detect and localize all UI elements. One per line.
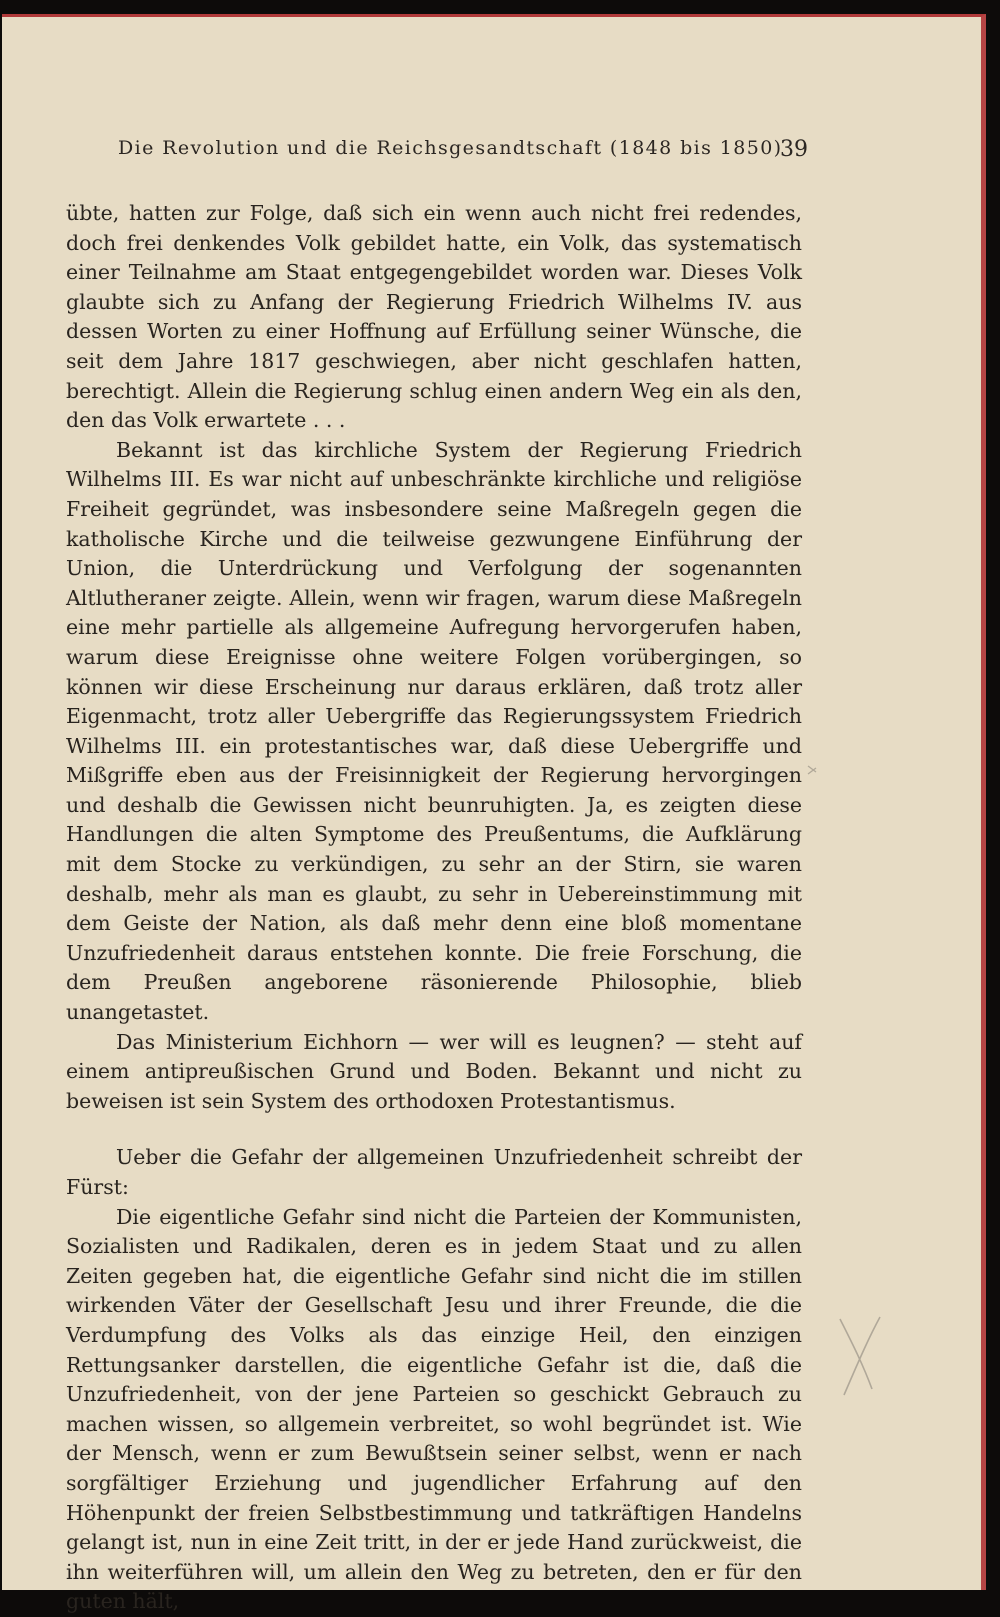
body-text (66, 199, 802, 1617)
pencil-tick-mark (808, 766, 816, 774)
paragraph-continuation: übte, hatten zur Folge, daß sich ein wenn auch nicht frei redendes, doch frei denkendes Volk gebildet hatte, ein Volk, das systematisch einer Teilnahme am Staat entgegengebildet worden war. Dieses Volk glaubte sich zu Anfang der Regierung Friedrich Wilhelms IV. aus dessen Worten zu einer Hoffnung auf Erfüllung seiner Wünsche, die seit dem Jahre 1817 geschwiegen, aber nicht geschlafen hatten, berechtigt. Allein die Regierung schlug einen andern Weg ein als den, den das Volk erwartete . . . (66, 201, 802, 433)
paragraph-intro: Ueber die Gefahr der allgemeinen Unzufriedenheit schreibt der Fürst: (66, 1145, 802, 1199)
page-number: 39 (780, 137, 808, 162)
pencil-cross-mark (840, 1317, 880, 1395)
running-header (118, 137, 808, 169)
book-page (2, 14, 986, 1614)
paragraph: Bekannt ist das kirchliche System der Regierung Friedrich Wilhelms III. Es war nicht auf unbeschränkte kirchliche und religiöse Freiheit gegründet, was insbesondere seine Maßregeln gegen die katholische Kirche und die teilweise gezwungene Einführung der Union, die Unterdrückung und Verfolgung der sogenannten Altlutheraner zeigte. Allein, wenn wir fragen, warum diese Maßregeln eine mehr partielle als allgemeine Aufregung hervorgerufen haben, warum diese Ereignisse ohne weitere Folgen vorübergingen, so können wir diese Erscheinung nur daraus erklären, daß trotz aller Eigenmacht, trotz aller Uebergriffe das Regierungssystem Friedrich Wilhelms III. ein protestantisches war, daß diese Uebergriffe und Mißgriffe eben aus der Freisinnigkeit der Regierung hervorgingen und deshalb die Gewissen nicht beunruhigten. Ja, es zeigten diese Handlungen die alten Symptome des Preußentums, die Aufklärung mit dem Stocke zu verkündigen, zu sehr an der Stirn, sie waren deshalb, mehr als man es glaubt, zu sehr in Uebereinstimmung mit dem Geiste der Nation, als daß mehr denn eine bloß momentane Unzufriedenheit daraus entstehen konnte. Die freie Forschung, die dem Preußen angeborene räsonierende Philosophie, blieb unangetastet. (66, 437, 802, 1025)
quoted-paragraph: Die eigentliche Gefahr sind nicht die Parteien der Kommunisten, Sozialisten und Radikalen, deren es in jedem Staat und zu allen Zeiten gegeben hat, die eigentliche Gefahr sind nicht die im stillen wirkenden Väter der Gesellschaft Jesu und ihrer Freunde, die die Verdumpfung des Volks als das einzige Heil, den einzigen Rettungsanker darstellen, die eigentliche Gefahr ist die, daß die Unzufriedenheit, von der jene Parteien so geschickt Gebrauch zu machen wissen, so allgemein verbreitet, so wohl begründet ist. Wie der Mensch, wenn er zum Bewußtsein seiner selbst, wenn er nach sorgfältiger Erziehung und jugendlicher Erfahrung auf den Höhenpunkt der freien Selbstbestimmung und tatkräftigen Handelns gelangt ist, nun in eine Zeit tritt, in der er jede Hand zurückweist, die ihn weiterführen will, um allein den Weg zu betreten, den er für den guten hält, (66, 1204, 802, 1614)
running-title: Die Revolution und die Reichsgesandtschaft (1848 bis 1850) (118, 137, 783, 159)
paragraph: Das Ministerium Eichhorn — wer will es leugnen? — steht auf einem antipreußischen Grund und Boden. Bekannt und nicht zu beweisen ist sein System des orthodoxen Protestantismus. (66, 1029, 802, 1113)
